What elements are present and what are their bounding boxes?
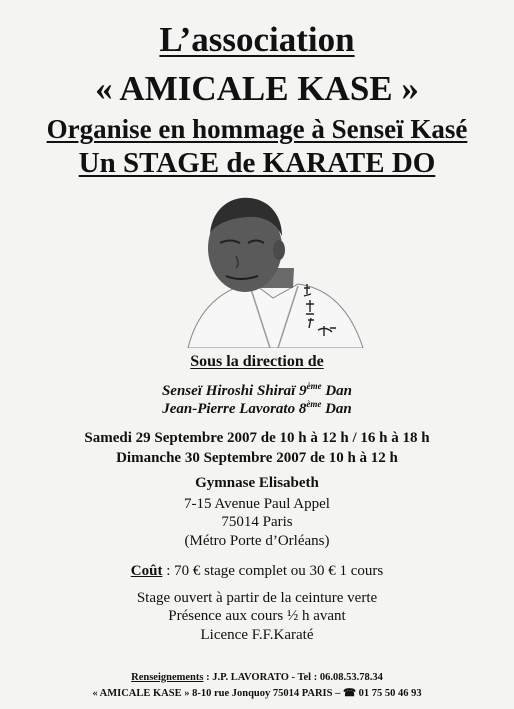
association-title: L’association bbox=[159, 20, 355, 59]
instructor-1 bbox=[0, 381, 514, 400]
instructor-1-rank: Dan bbox=[321, 383, 353, 399]
condition-license: Licence F.F.Karaté bbox=[200, 627, 314, 643]
venue-metro: (Métro Porte d’Orléans) bbox=[184, 533, 330, 549]
schedule-day-1: Samedi 29 Septembre 2007 de 10 h à 12 h / 16 h à 18 h bbox=[84, 430, 430, 446]
contact-phone: : J.P. LAVORATO - Tel : 06.08.53.78.34 bbox=[203, 672, 383, 683]
instructor-2-rank: Dan bbox=[321, 401, 352, 417]
schedule-day-2: Dimanche 30 Septembre 2007 de 10 h à 12 h bbox=[116, 450, 398, 466]
instructor-1-name: Senseï Hiroshi Shiraï 9 bbox=[161, 383, 307, 399]
venue-name: Gymnase Elisabeth bbox=[195, 475, 319, 491]
cost-line bbox=[0, 563, 514, 580]
contact-line-2: « AMICALE KASE » 8-10 rue Jonquoy 75014 PARIS – ☎ 01 75 50 46 93 bbox=[92, 688, 422, 699]
instructor-2-suffix: ème bbox=[306, 399, 322, 409]
condition-arrival: Présence aux cours ½ h avant bbox=[168, 608, 346, 624]
direction-heading: Sous la direction de bbox=[190, 353, 324, 370]
event-title: Un STAGE de KARATE DO bbox=[78, 147, 436, 179]
tribute-line: Organise en hommage à Senseï Kasé bbox=[46, 114, 468, 144]
cost-label: Coût bbox=[130, 563, 163, 579]
contact-line-1 bbox=[0, 672, 514, 683]
condition-belt: Stage ouvert à partir de la ceinture verte bbox=[136, 590, 378, 606]
cost-text: : 70 € stage complet ou 30 € 1 cours bbox=[162, 563, 384, 579]
venue-city: 75014 Paris bbox=[221, 514, 293, 530]
venue-street: 7-15 Avenue Paul Appel bbox=[184, 496, 330, 512]
portrait-photo bbox=[178, 188, 368, 348]
instructor-2-name: Jean-Pierre Lavorato 8 bbox=[162, 401, 307, 417]
association-name: « AMICALE KASE » bbox=[95, 69, 419, 108]
instructor-1-suffix: ème bbox=[306, 381, 322, 391]
instructor-2 bbox=[0, 399, 514, 418]
contact-label: Renseignements bbox=[131, 672, 204, 683]
